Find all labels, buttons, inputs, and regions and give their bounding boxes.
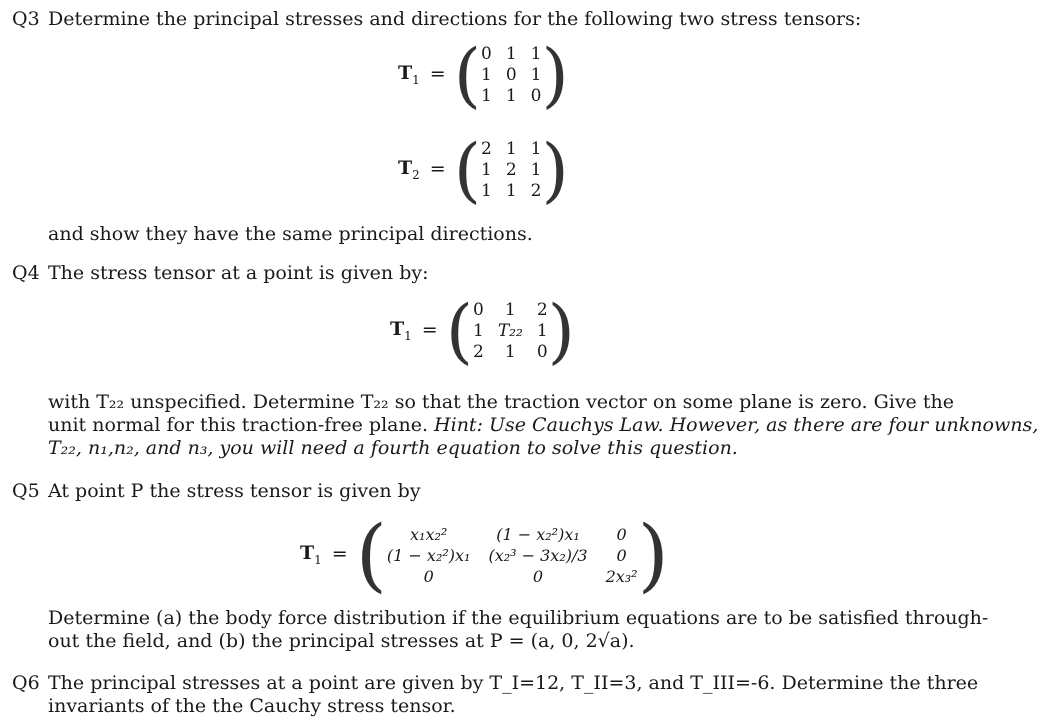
matrix-cell: 1: [481, 159, 492, 180]
q5-prompt: At point P the stress tensor is given by: [48, 480, 421, 502]
q3-tensor-t2: [398, 129, 569, 211]
equals-sign: =: [429, 63, 446, 86]
matrix-cell: 1: [481, 64, 492, 85]
matrix-cell: 2: [473, 341, 484, 362]
matrix-cell: 0: [505, 64, 517, 85]
q3-t2-label: $T_2$: [398, 157, 420, 183]
matrix-cell: (1 − x₂²)x₁: [386, 545, 471, 565]
q4-number: Q4: [12, 262, 40, 284]
matrix-cell: 1: [530, 43, 542, 64]
q4-prompt-line: [12, 262, 902, 285]
q5-body: [12, 607, 989, 653]
q5-t1-label: $T_1$: [300, 542, 322, 568]
q4-line-2: unit normal for this traction-free plane. Hint: Use Cauchys Law. However, as there are four unknowns,: [48, 414, 1038, 437]
matrix-cell: 0: [616, 524, 627, 544]
q4-t1-label: $T_1$: [390, 318, 412, 344]
q4-t1-matrix: [473, 300, 548, 363]
q6-number: Q6: [12, 672, 40, 694]
right-paren: ): [637, 508, 669, 601]
equals-sign: =: [331, 543, 348, 566]
left-paren: (: [355, 508, 387, 601]
q6-line-1: The principal stresses at a point are given by T_I=12, T_II=3, and T_III=-6. Determine the three: [48, 672, 979, 694]
q5-line-1: Determine (a) the body force distribution if the equilibrium equations are to be satisfied through-: [48, 607, 989, 629]
matrix-cell: 1: [504, 341, 516, 362]
q3-tail-text: and show they have the same principal directions.: [48, 223, 533, 245]
matrix-cell: 1: [536, 320, 548, 341]
q3-number: Q3: [12, 8, 40, 30]
right-paren: ): [541, 34, 569, 116]
q5-line-2: out the field, and (b) the principal stresses at P = (a, 0, 2√a).: [48, 630, 635, 653]
right-paren: ): [547, 290, 575, 372]
matrix-cell: (x₂³ − 3x₂)/3: [488, 545, 588, 565]
q6-line-2: invariants of the the Cauchy stress tensor.: [48, 695, 456, 718]
matrix-cell: T₂₂: [497, 320, 523, 341]
q3-t2-matrix: [481, 139, 541, 202]
matrix-cell: 1: [481, 85, 492, 106]
q4-body: [12, 391, 1038, 461]
matrix-cell: 1: [530, 64, 542, 85]
matrix-cell: 1: [505, 85, 517, 106]
q3-tensor-t1: [398, 34, 569, 116]
matrix-cell: 1: [530, 138, 542, 159]
q3-prompt: Determine the principal stresses and directions for the following two stress tensors:: [48, 8, 862, 30]
q4-hint: Hint: Use Cauchys Law. However, as there are four unknowns,: [434, 414, 1038, 437]
matrix-cell: 2: [536, 299, 548, 320]
matrix-cell: 0: [473, 299, 484, 320]
q4-prompt: The stress tensor at a point is given by:: [48, 262, 429, 284]
q5-number: Q5: [12, 480, 40, 502]
matrix-cell: 0: [532, 566, 544, 586]
matrix-cell: 2x₃²: [605, 566, 638, 586]
equals-sign: =: [429, 158, 446, 181]
q4-tensor-t1: [390, 290, 575, 372]
question-q3: [12, 8, 902, 31]
matrix-cell: 1: [530, 159, 542, 180]
matrix-cell: 1: [481, 180, 492, 201]
matrix-cell: 1: [505, 138, 517, 159]
matrix-cell: 0: [536, 341, 548, 362]
q3-t1-matrix: [481, 44, 541, 107]
right-paren: ): [541, 129, 569, 211]
question-q4: [12, 262, 902, 285]
q3-tail: [12, 223, 902, 246]
matrix-cell: 1: [505, 180, 517, 201]
left-paren: (: [445, 290, 474, 372]
matrix-cell: 2: [530, 180, 542, 201]
q3-prompt-line: [12, 8, 902, 31]
matrix-cell: 2: [481, 138, 492, 159]
left-paren: (: [453, 34, 482, 116]
left-paren: (: [453, 129, 482, 211]
matrix-cell: 0: [481, 43, 492, 64]
q4-line-3: T₂₂, n₁,n₂, and n₃, you will need a fourth equation to solve this question.: [48, 437, 738, 460]
matrix-cell: 0: [616, 545, 627, 565]
equals-sign: =: [421, 319, 438, 342]
matrix-cell: 0: [530, 85, 542, 106]
q4-line-1: with T₂₂ unspecified. Determine T₂₂ so that the traction vector on some plane is zero. Give the: [48, 391, 954, 413]
matrix-cell: 2: [505, 159, 517, 180]
q5-t1-matrix: [387, 524, 638, 587]
matrix-cell: (1 − x₂²)x₁: [496, 524, 580, 544]
matrix-cell: x₁x₂²: [410, 524, 448, 544]
question-q5: [12, 480, 902, 503]
q3-t1-label: $T_1$: [398, 62, 420, 88]
matrix-cell: 1: [505, 43, 517, 64]
matrix-cell: 0: [423, 566, 434, 586]
q5-tensor-t1: [300, 508, 669, 601]
matrix-cell: 1: [473, 320, 484, 341]
q6-line-1-row: [12, 672, 979, 695]
matrix-cell: 1: [504, 299, 516, 320]
q5-prompt-line: [12, 480, 902, 503]
question-q6: [12, 672, 979, 718]
